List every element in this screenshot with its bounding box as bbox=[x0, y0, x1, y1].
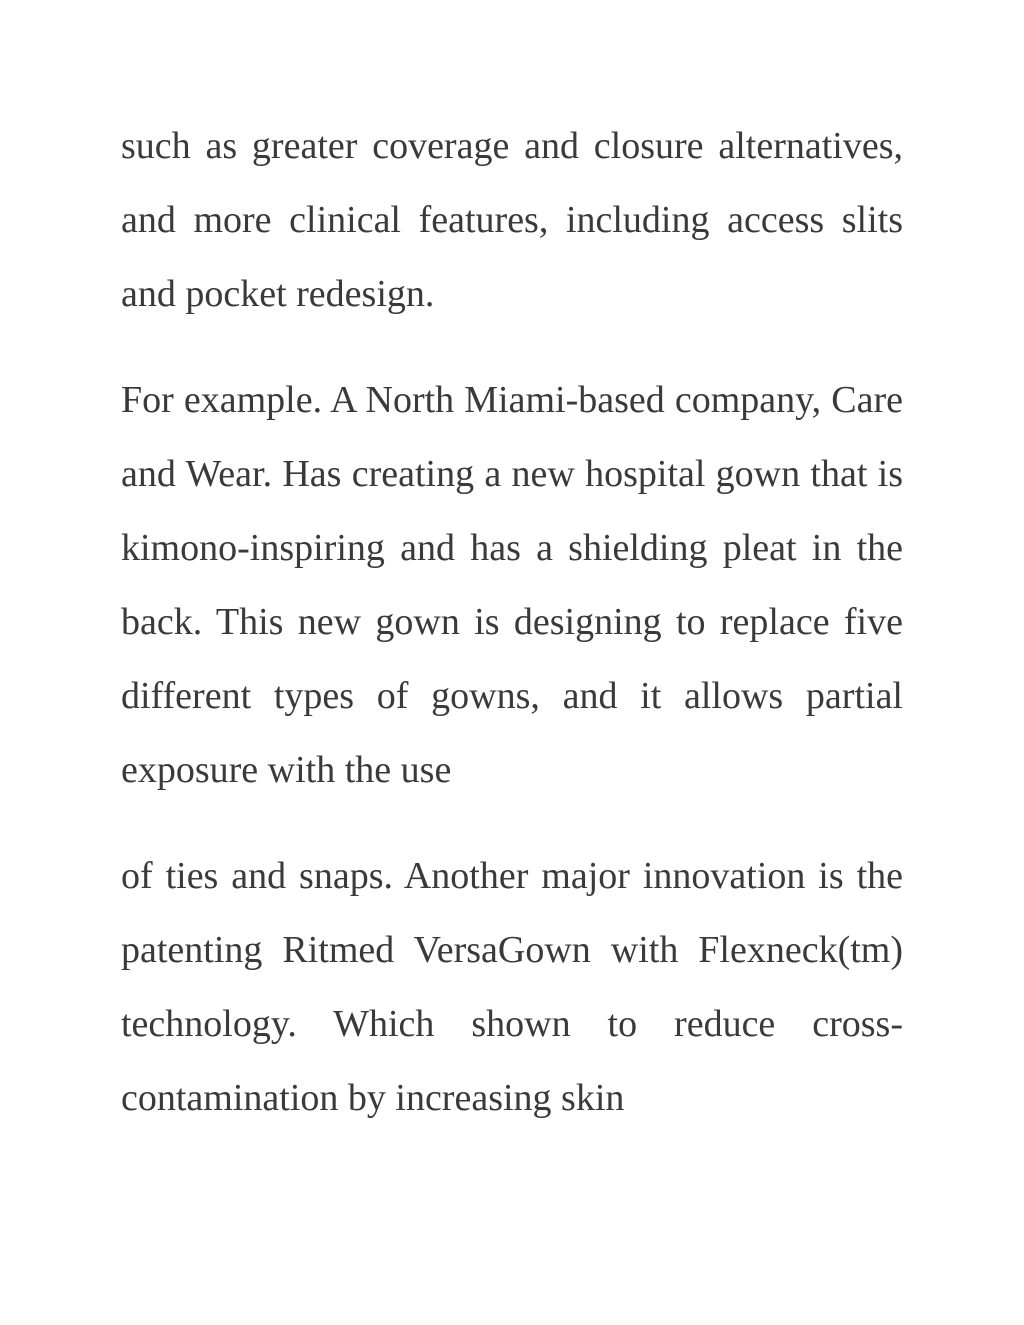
paragraph-3: of ties and snaps. Another major innovation is the patenting Ritmed VersaGown with Flexneck(tm) technology. Which shown to reduce cross-contamination by increasing skin bbox=[121, 855, 903, 1119]
document-page bbox=[121, 109, 903, 1135]
paragraph-2: For example. A North Miami-based company, Care and Wear. Has creating a new hospital gown that is kimono-inspiring and has a shielding pleat in the back. This new gown is designing to replace five different types of gowns, and it allows partial exposure with the use bbox=[121, 379, 903, 791]
paragraph-1: such as greater coverage and closure alternatives, and more clinical features, including access slits and pocket redesign. bbox=[121, 125, 903, 315]
